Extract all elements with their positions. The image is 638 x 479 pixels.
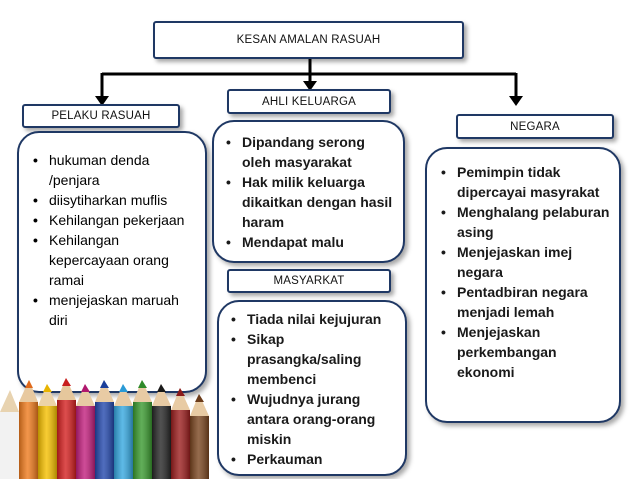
list-item: • Sikap prasangka/saling membenci xyxy=(229,329,401,389)
pencil-yellow xyxy=(38,384,57,479)
pencil-black xyxy=(152,384,171,479)
arrow-to-negara xyxy=(509,96,523,106)
list-item: • Tiada nilai kejujuran xyxy=(229,309,401,329)
pelaku-title: PELAKU RASUAH xyxy=(51,110,151,122)
pelaku-list-box xyxy=(17,131,207,393)
pencil-white xyxy=(0,390,19,479)
masyarakat-list xyxy=(229,309,401,469)
pencil-lightblue xyxy=(114,384,133,479)
negara-title: NEGARA xyxy=(510,120,560,133)
list-item: • Kehilangan pekerjaan xyxy=(31,210,197,230)
list-item: • menjejaskan maruah diri xyxy=(31,290,197,330)
pencil-red xyxy=(57,378,76,479)
negara-title-box xyxy=(456,114,614,139)
pencils-illustration xyxy=(0,376,215,479)
pencil-orange xyxy=(19,380,38,479)
keluarga-title-box xyxy=(227,89,391,114)
list-item: • Menjejaskan imej negara xyxy=(439,242,613,282)
list-item: • Pemimpin tidak dipercayai masyrakat xyxy=(439,162,613,202)
keluarga-title: AHLI KELUARGA xyxy=(262,95,356,108)
pencil-magenta xyxy=(76,384,95,479)
list-item: • Wujudnya jurang antara orang-orang miskin xyxy=(229,389,401,449)
list-item: • Hak milik keluarga dikaitkan dengan hasil haram xyxy=(224,172,397,232)
list-item: • Perkauman xyxy=(229,449,401,469)
masyarakat-list-box xyxy=(217,300,407,476)
list-item: • diisytiharkan muflis xyxy=(31,190,197,210)
pencil-blue xyxy=(95,380,114,479)
pelaku-title-box xyxy=(22,104,180,128)
root-node xyxy=(153,21,464,59)
pencil-brown xyxy=(190,394,209,479)
pencil-green xyxy=(133,380,152,479)
list-item: • Mendapat malu xyxy=(224,232,397,252)
pencil-darkred xyxy=(171,388,190,479)
masyarakat-title-box xyxy=(227,269,391,293)
keluarga-list xyxy=(224,132,397,252)
negara-list-box xyxy=(425,147,621,423)
list-item: • Menjejaskan perkembangan ekonomi xyxy=(439,322,613,382)
keluarga-list-box xyxy=(212,120,405,263)
negara-list xyxy=(439,162,613,382)
list-item: • hukuman denda /penjara xyxy=(31,150,197,190)
list-item: • Pentadbiran negara menjadi lemah xyxy=(439,282,613,322)
list-item: • Dipandang serong oleh masyarakat xyxy=(224,132,397,172)
list-item: • Kehilangan kepercayaan orang ramai xyxy=(31,230,197,290)
list-item: • Menghalang pelaburan asing xyxy=(439,202,613,242)
masyarakat-title: MASYARKAT xyxy=(273,275,345,287)
pelaku-list xyxy=(31,150,197,330)
root-label: KESAN AMALAN RASUAH xyxy=(236,34,381,46)
